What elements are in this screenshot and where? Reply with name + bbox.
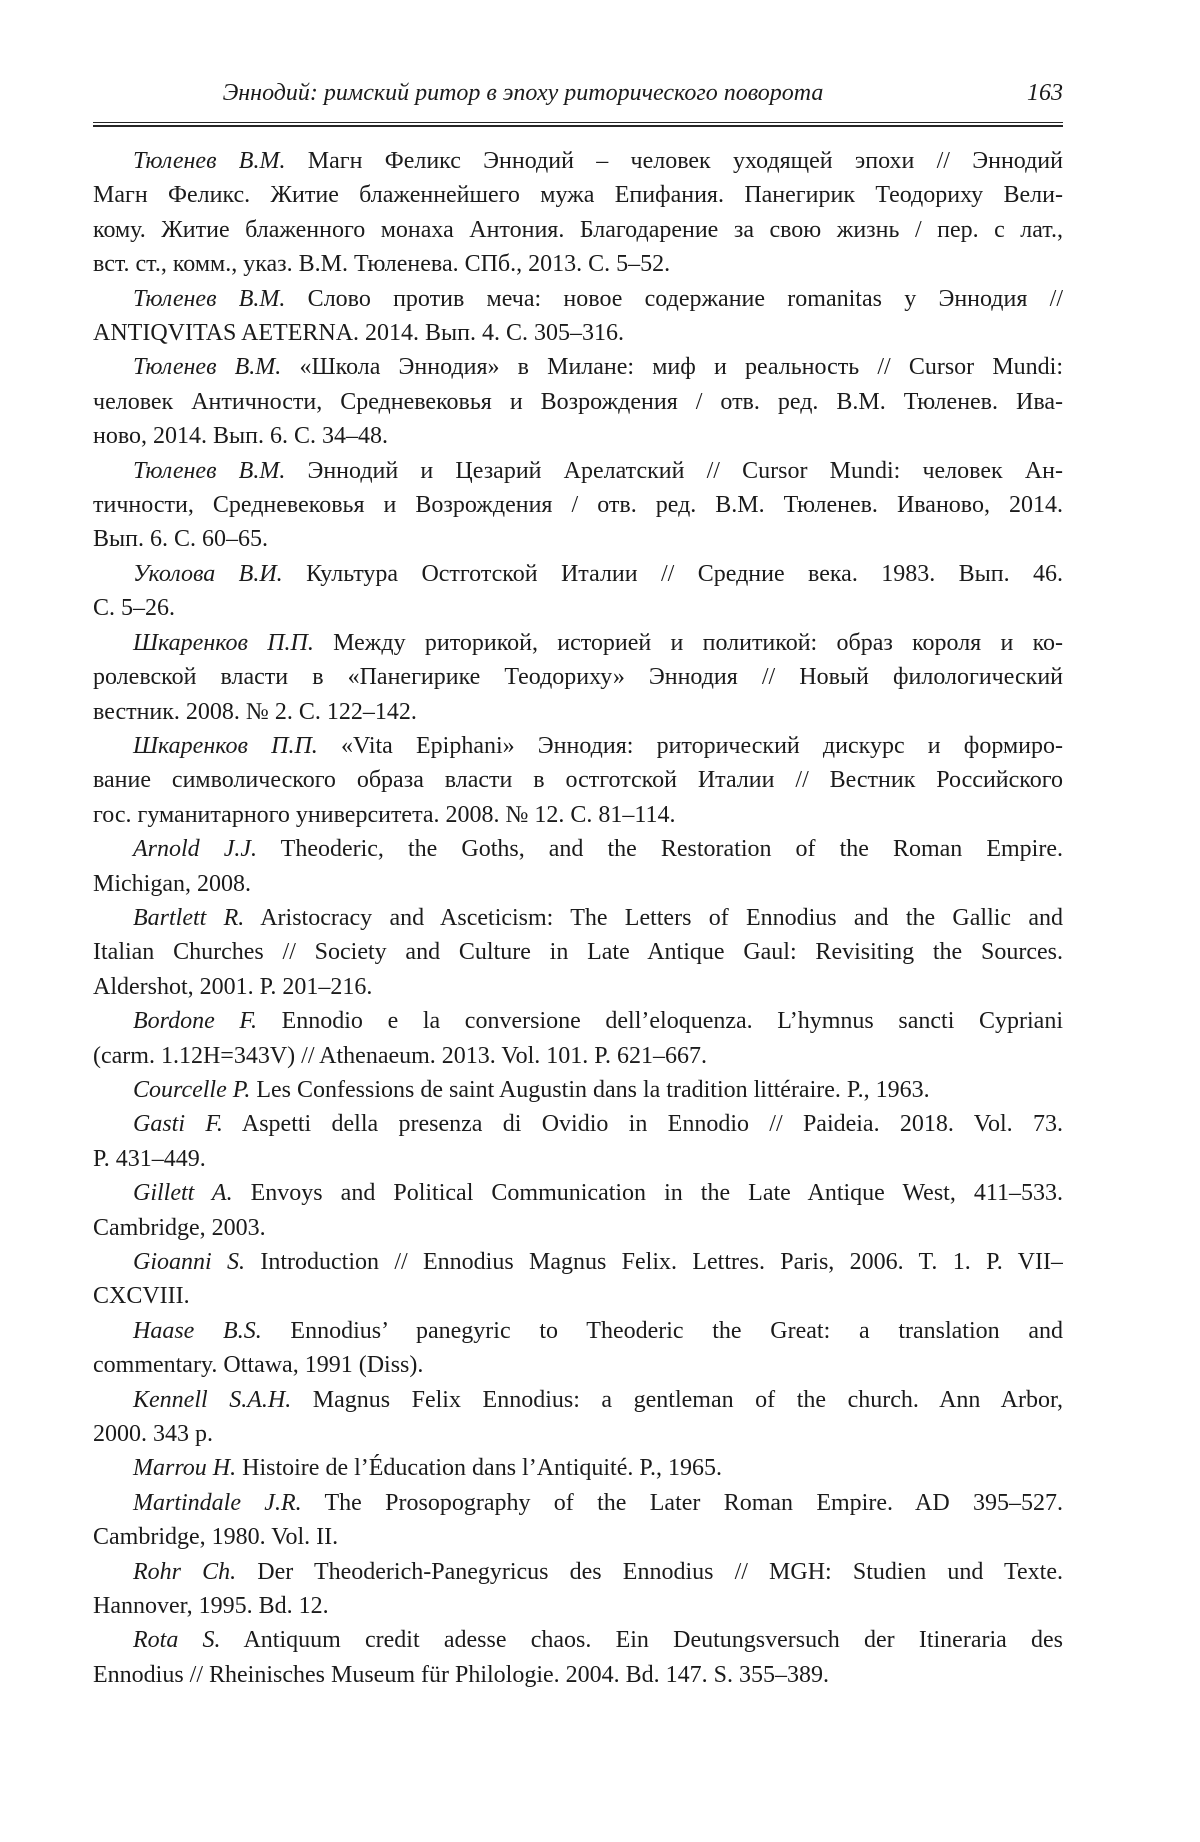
entry-author: Шкаренков П.П. [133,732,318,759]
entry-line: (carm. 1.12H=343V) // Athenaeum. 2013. Vol. 101. P. 621–667. [93,1042,707,1069]
entry-author: Marrou H. [133,1455,237,1482]
entry-line: Тюленев В.М. Слово против меча: новое содержание romanitas у Эннодия // [133,285,1063,312]
bibliography-entry [93,557,1063,626]
entry-author: Gillett A. [133,1180,233,1207]
entry-line: Cambridge, 2003. [93,1214,266,1241]
entry-line: Marrou H. Histoire de l’Éducation dans l’Antiquité. P., 1965. [133,1455,723,1482]
running-head-title: Эннодий: римский ритор в эпоху риторического поворота [222,80,824,106]
entry-line: Уколова В.И. Культура Остготской Италии // Средние века. 1983. Вып. 46. [133,560,1063,587]
entry-line: Michigan, 2008. [93,870,251,897]
entry-line: CXCVIII. [93,1283,190,1310]
header-rule [93,122,1063,127]
entry-author: Arnold J.J. [133,836,258,863]
entry-line: Italian Churches // Society and Culture in Late Antique Gaul: Revisiting the Sources. [93,939,1063,966]
entry-author: Kennell S.A.H. [133,1386,292,1413]
bibliography-entry [93,454,1063,557]
entry-line: Тюленев В.М. Магн Феликс Эннодий – человек уходящей эпохи // Эннодий [133,148,1063,174]
entry-line: С. 5–26. [93,595,176,622]
bibliography-entry [93,1451,1063,1485]
entry-author: Gasti F. [133,1111,223,1138]
bibliography-entry [93,1004,1063,1073]
bibliography-entry [93,282,1063,351]
bibliography-entry [93,144,1063,282]
bibliography-entry [93,626,1063,729]
running-head [93,80,1063,106]
entry-line: ANTIQVITAS AETERNA. 2014. Вып. 4. С. 305–316. [93,320,625,347]
bibliography-entry [93,1623,1063,1692]
entry-line: Rota S. Antiquum credit adesse chaos. Ein Deutungsversuch der Itineraria des [133,1627,1063,1654]
entry-line: 2000. 343 p. [93,1421,213,1448]
entry-author: Rohr Ch. [133,1558,237,1585]
entry-line: человек Античности, Средневековья и Возрождения / отв. ред. В.М. Тюленев. Ива- [93,388,1063,415]
bibliography-entry [93,729,1063,832]
entry-author: Haase B.S. [133,1317,262,1344]
entry-author: Тюленев В.М. [133,354,282,381]
entry-line: вст. ст., комм., указ. В.М. Тюленева. СПб., 2013. С. 5–52. [93,251,671,278]
entry-author: Gioanni S. [133,1249,246,1275]
entry-line: Arnold J.J. Theoderic, the Goths, and the Restoration of the Roman Empire. [133,836,1063,863]
entry-line: P. 431–449. [93,1145,206,1172]
entry-line: commentary. Ottawa, 1991 (Diss). [93,1352,424,1379]
entry-author: Шкаренков П.П. [133,629,314,656]
bibliography-entry [93,1073,1063,1107]
entry-line: ролевской власти в «Панегирике Теодориху» Эннодия // Новый филологический [93,664,1063,691]
bibliography-entry [93,350,1063,453]
entry-line: Шкаренков П.П. «Vita Epiphani» Эннодия: риторический дискурс и формиро- [133,732,1063,759]
entry-line: Тюленев В.М. «Школа Эннодия» в Милане: миф и реальность // Cursor Mundi: [133,354,1063,381]
entry-line: вание символического образа власти в остготской Италии // Вестник Российского [93,767,1063,794]
entry-author: Уколова В.И. [133,560,283,587]
entry-line: Courcelle P. Les Confessions de saint Augustin dans la tradition littéraire. P., 1963. [133,1076,930,1103]
bibliography-entry [93,1486,1063,1555]
entry-line: Aldershot, 2001. P. 201–216. [93,973,373,1000]
entry-author: Bartlett R. [133,904,245,931]
page-number: 163 [1027,80,1063,106]
bibliography-entry [93,832,1063,901]
entry-author: Rota S. [133,1627,221,1654]
bibliography-entry [93,901,1063,1004]
entry-line: тичности, Средневековья и Возрождения / отв. ред. В.М. Тюленев. Иваново, 2014. [93,492,1063,519]
entry-author: Тюленев В.М. [133,285,286,312]
entry-line: Bordone F. Ennodio e la conversione dell’eloquenza. L’hymnus sancti Cypriani [133,1008,1063,1035]
bibliography-entry [93,1107,1063,1176]
entry-author: Bordone F. [133,1008,257,1035]
entry-author: Courcelle P. [133,1076,251,1103]
entry-line: Gasti F. Aspetti della presenza di Ovidio in Ennodio // Paideia. 2018. Vol. 73. [133,1111,1063,1138]
entry-line: Haase B.S. Ennodius’ panegyric to Theoderic the Great: a translation and [133,1317,1063,1344]
entry-line: Вып. 6. С. 60–65. [93,526,268,553]
entry-line: Gillett A. Envoys and Political Communication in the Late Antique West, 411–533. [133,1180,1063,1207]
entry-line: Gioanni S. Introduction // Ennodius Magnus Felix. Lettres. Paris, 2006. T. 1. P. VII– [133,1249,1063,1275]
entry-author: Martindale J.R. [133,1489,302,1516]
entry-line: Cambridge, 1980. Vol. II. [93,1524,339,1551]
entry-line: Martindale J.R. The Prosopography of the Later Roman Empire. AD 395–527. [133,1489,1063,1516]
entry-line: вестник. 2008. № 2. С. 122–142. [93,698,417,725]
bibliography-entry [93,1555,1063,1624]
entry-author: Тюленев В.М. [133,457,286,484]
entry-line: Rohr Ch. Der Theoderich-Panegyricus des Ennodius // MGH: Studien und Texte. [133,1558,1063,1585]
entry-line: кому. Житие блаженного монаха Антония. Благодарение за свою жизнь / пер. с лат., [93,216,1063,243]
bibliography-entry [93,1176,1063,1245]
entry-line: Bartlett R. Aristocracy and Asceticism: The Letters of Ennodius and the Gallic and [133,904,1063,931]
entry-line: Тюленев В.М. Эннодий и Цезарий Арелатский // Cursor Mundi: человек Ан- [133,457,1063,484]
bibliography-entry [93,1314,1063,1383]
entry-line: гос. гуманитарного университета. 2008. № 12. С. 81–114. [93,801,676,828]
entry-line: ново, 2014. Вып. 6. С. 34–48. [93,423,388,450]
text-block [93,80,1063,1692]
entry-line: Магн Феликс. Житие блаженнейшего мужа Епифания. Панегирик Теодориху Вели- [93,182,1063,209]
entry-author: Тюленев В.М. [133,148,286,174]
entry-line: Kennell S.A.H. Magnus Felix Ennodius: a gentleman of the church. Ann Arbor, [133,1386,1063,1413]
entry-line: Hannover, 1995. Bd. 12. [93,1593,329,1620]
bibliography-entry [93,1245,1063,1314]
bibliography [93,144,1063,1692]
bibliography-entry [93,1383,1063,1452]
entry-line: Ennodius // Rheinisches Museum für Philologie. 2004. Bd. 147. S. 355–389. [93,1661,829,1688]
entry-line: Шкаренков П.П. Между риторикой, историей и политикой: образ короля и ко- [133,629,1063,656]
